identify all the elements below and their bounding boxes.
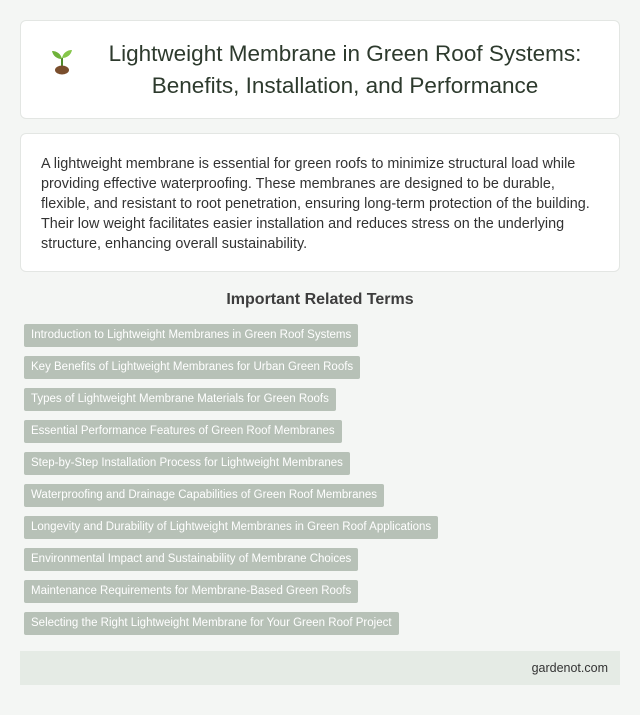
page-title: Lightweight Membrane in Green Roof Systems: Benefits, Installation, and Performance	[108, 40, 582, 98]
title-card	[20, 20, 620, 119]
related-term-link[interactable]: Selecting the Right Lightweight Membrane for Your Green Roof Project	[24, 612, 399, 635]
related-term-link[interactable]: Key Benefits of Lightweight Membranes for Urban Green Roofs	[24, 356, 360, 379]
related-term-link[interactable]: Longevity and Durability of Lightweight Membranes in Green Roof Applications	[24, 516, 438, 539]
related-term-link[interactable]: Maintenance Requirements for Membrane-Based Green Roofs	[24, 580, 358, 603]
footer	[20, 651, 620, 685]
description-text: A lightweight membrane is essential for green roofs to minimize structural load while providing effective waterproofing. These membranes are designed to be durable, flexible, and resistant to root penetration, ensuring long-term protection of the building. Their low weight facilitates easier installation and reduces stress on the underlying structure, enhancing overall sustainability.	[41, 156, 590, 252]
sprout-icon	[47, 46, 77, 76]
related-term-link[interactable]: Waterproofing and Drainage Capabilities of Green Roof Membranes	[24, 484, 384, 507]
related-terms-heading: Important Related Terms	[226, 291, 414, 308]
related-term-link[interactable]: Environmental Impact and Sustainability of Membrane Choices	[24, 548, 358, 571]
footer-site-name[interactable]: gardenot.com	[531, 661, 608, 675]
related-term-link[interactable]: Introduction to Lightweight Membranes in Green Roof Systems	[24, 324, 358, 347]
description-card	[20, 133, 620, 272]
related-term-link[interactable]: Essential Performance Features of Green Roof Membranes	[24, 420, 342, 443]
related-terms-list	[24, 324, 624, 644]
related-term-link[interactable]: Step-by-Step Installation Process for Lightweight Membranes	[24, 452, 350, 475]
related-term-link[interactable]: Types of Lightweight Membrane Materials for Green Roofs	[24, 388, 336, 411]
